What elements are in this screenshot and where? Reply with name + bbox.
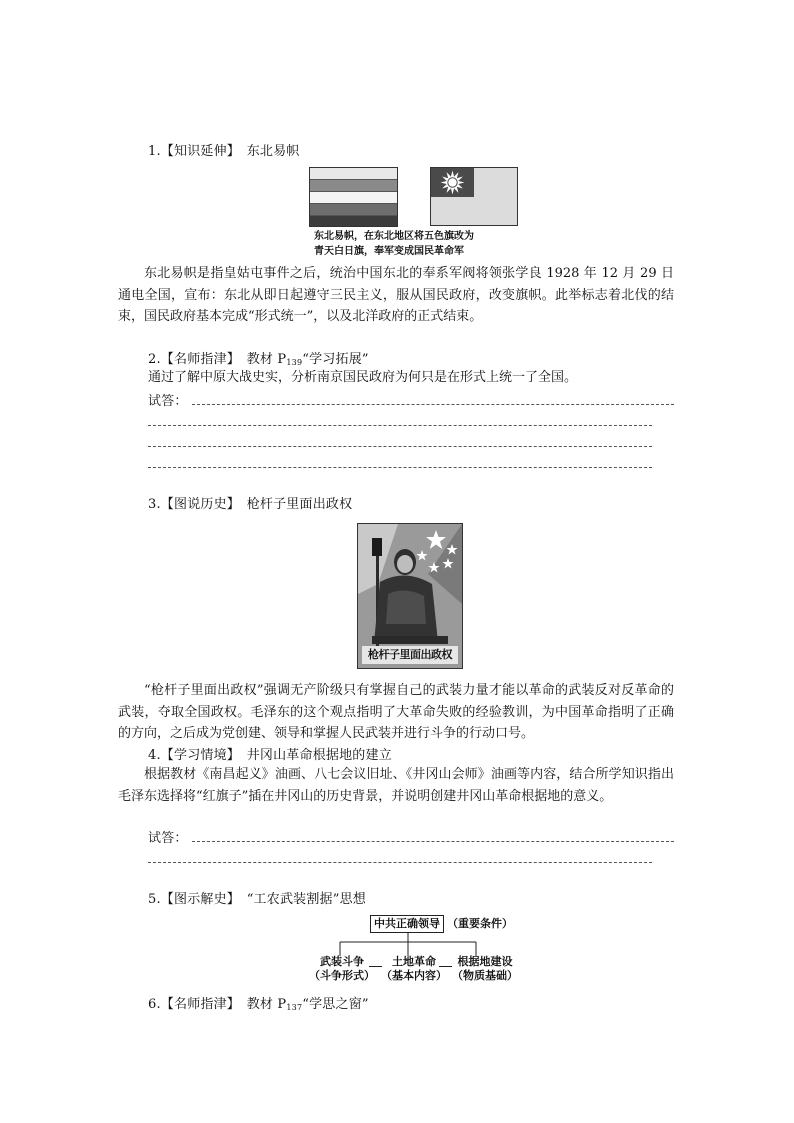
section-1-paragraph: 东北易帜是指皇姑屯事件之后，统治中国东北的奉系军阀将领张学良 1928 年 12 月 29 日通电全国，宣布：东北从即日起遵守三民主义，服从国民政府，改变旗帜。此举标志着北伐的结束，国民政府基本完成“形式统一”，以及北洋政府的正式结束。 — [118, 266, 674, 324]
flag-stripe — [310, 192, 397, 204]
flag-caption-line-1: 东北易帜，在东北地区将五色旗改为 — [314, 231, 474, 242]
page-subscript: 139 — [286, 358, 303, 367]
diagram-link-line — [369, 966, 382, 967]
flag-stripe — [310, 216, 397, 226]
answer-line[interactable] — [148, 446, 652, 447]
answer-line[interactable] — [192, 841, 674, 842]
diagram-top-note: （重要条件） — [447, 917, 513, 930]
section-4-answer-label: 试答： — [148, 831, 188, 846]
page-subscript: 137 — [286, 1003, 303, 1012]
diagram-item-2-note: （基本内容） — [381, 969, 447, 982]
diagram-item-2-label: 土地革命 — [392, 955, 436, 968]
flag-stripe — [310, 180, 397, 192]
section-2-heading — [148, 348, 369, 367]
diagram-item-1-note: （斗争形式） — [309, 969, 375, 982]
section-4-heading: 4.【学习情境】 井冈山革命根据地的建立 — [148, 748, 392, 763]
diagram-top-box: 中共正确领导 — [370, 915, 444, 933]
answer-line[interactable] — [192, 404, 674, 405]
heading-text: 2.【名师指津】 教材 P — [148, 352, 287, 367]
answer-line[interactable] — [148, 862, 652, 863]
five-color-flag-image — [309, 167, 398, 227]
heading-text: “学思之窗” — [302, 997, 369, 1012]
section-2-answer-label: 试答： — [148, 394, 188, 409]
diagram-item-3-label: 根据地建设 — [457, 955, 513, 968]
republic-flag-image — [430, 167, 518, 226]
diagram-item-1-label: 武装斗争 — [320, 955, 364, 968]
section-6-heading — [148, 993, 369, 1012]
section-4-question: 根据教材《南昌起义》油画、八七会议旧址、《井冈山会师》油画等内容，结合所学知识指出毛泽东选择将“红旗子”插在井冈山的历史背景，并说明创建井冈山革命根据地的意义。 — [118, 767, 674, 804]
diagram-item-3-note: （物质基础） — [452, 969, 518, 982]
flag-stripe — [310, 204, 397, 216]
poster-slogan: 枪杆子里面出政权 — [368, 648, 452, 661]
white-sun-icon — [431, 168, 474, 197]
heading-text: 6.【名师指津】 教材 P — [148, 997, 287, 1012]
section-1-heading: 1.【知识延伸】 东北易帜 — [148, 144, 300, 159]
answer-line[interactable] — [148, 467, 652, 468]
flag-caption-line-2: 青天白日旗，奉军变成国民革命军 — [314, 246, 464, 257]
section-3-paragraph: “枪杆子里面出政权”强调无产阶级只有掌握自己的武装力量才能以革命的武装反对反革命的武装，夺取全国政权。毛泽东的这个观点指明了大革命失败的经验教训，为中国革命指明了正确的方向，之后成为党创建、领导和掌握人民武装并进行斗争的行动口号。 — [118, 683, 674, 741]
answer-line[interactable] — [148, 425, 652, 426]
heading-text: “学习拓展” — [302, 352, 369, 367]
section-3-heading: 3.【图说历史】 枪杆子里面出政权 — [148, 497, 353, 512]
section-2-question: 通过了解中原大战史实，分析南京国民政府为何只是在形式上统一了全国。 — [148, 370, 578, 385]
flag-stripe — [310, 168, 397, 180]
propaganda-poster-image — [357, 523, 463, 669]
section-5-heading: 5.【图示解史】 “工农武装割据”思想 — [148, 892, 366, 907]
